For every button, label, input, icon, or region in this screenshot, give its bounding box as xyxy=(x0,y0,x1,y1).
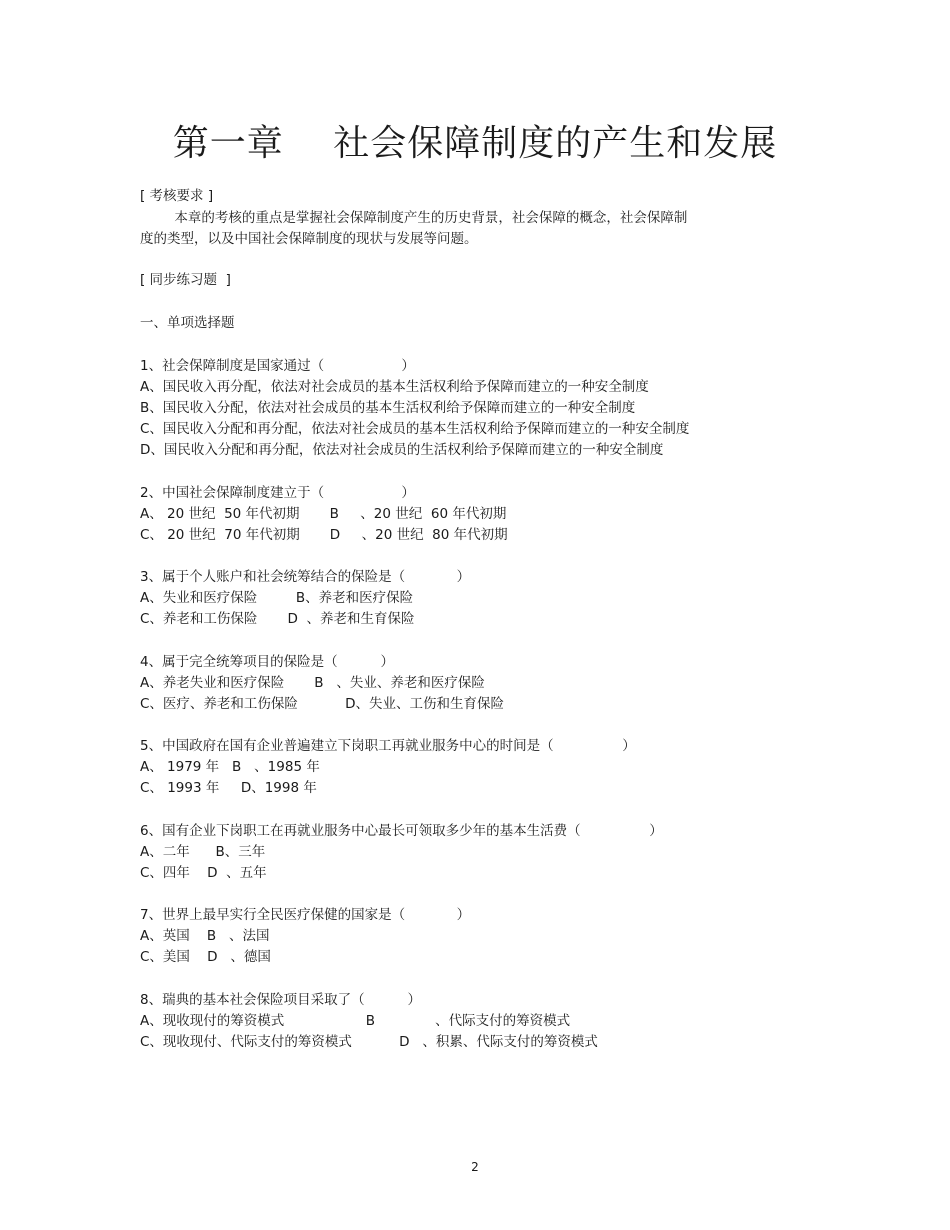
question-stem: 4、属于完全统筹项目的保险是（ ） xyxy=(140,654,395,670)
question-option: C、现收现付、代际支付的筹资模式 D 、积累、代际支付的筹资模式 xyxy=(140,1034,598,1050)
question-stem: 7、世界上最早实行全民医疗保健的国家是（ ） xyxy=(140,907,471,923)
requirements-text-line-2: 度的类型，以及中国社会保障制度的现状与发展等问题。 xyxy=(140,231,478,247)
question-stem: 8、瑞典的基本社会保险项目采取了（ ） xyxy=(140,992,422,1008)
question-option: A、现收现付的筹资模式 B 、代际支付的筹资模式 xyxy=(140,1013,571,1029)
question-option: A、养老失业和医疗保险 B 、失业、养老和医疗保险 xyxy=(140,675,485,691)
requirements-heading: [ 考核要求 ] xyxy=(140,188,214,204)
question-option: C、美国 D 、德国 xyxy=(140,949,271,965)
chapter-title: 第一章 社会保障制度的产生和发展 xyxy=(172,123,778,164)
question-stem: 2、中国社会保障制度建立于（ ） xyxy=(140,485,415,501)
question-option: C、医疗、养老和工伤保险 D、失业、工伤和生育保险 xyxy=(140,696,505,712)
question-stem: 5、中国政府在国有企业普遍建立下岗职工再就业服务中心的时间是（ ） xyxy=(140,738,636,754)
question-option: C、国民收入分配和再分配，依法对社会成员的基本生活权利给予保障而建立的一种安全制度 xyxy=(140,421,690,437)
question-option: C、 1993 年 D、1998 年 xyxy=(140,780,317,796)
question-option: A、英国 B 、法国 xyxy=(140,928,270,944)
question-stem: 1、社会保障制度是国家通过（ ） xyxy=(140,358,415,374)
section-heading: 一、单项选择题 xyxy=(140,315,235,331)
question-stem: 6、国有企业下岗职工在再就业服务中心最长可领取多少年的基本生活费（ ） xyxy=(140,823,663,839)
question-option: A、国民收入再分配，依法对社会成员的基本生活权利给予保障而建立的一种安全制度 xyxy=(140,379,649,395)
question-option: C、 20 世纪 70 年代初期 D 、20 世纪 80 年代初期 xyxy=(140,527,508,543)
requirements-text-line-1: 本章的考核的重点是掌握社会保障制度产生的历史背景，社会保障的概念，社会保障制 xyxy=(140,210,688,226)
practice-heading: [ 同步练习题 ] xyxy=(140,272,231,288)
question-option: C、四年 D 、五年 xyxy=(140,865,267,881)
question-option: B、国民收入分配，依法对社会成员的基本生活权利给予保障而建立的一种安全制度 xyxy=(140,400,636,416)
question-option: A、 20 世纪 50 年代初期 B 、20 世纪 60 年代初期 xyxy=(140,506,507,522)
question-option: A、 1979 年 B 、1985 年 xyxy=(140,759,320,775)
question-option: A、失业和医疗保险 B、养老和医疗保险 xyxy=(140,590,414,606)
question-option: C、养老和工伤保险 D 、养老和生育保险 xyxy=(140,611,415,627)
page-number: 2 xyxy=(471,1160,479,1174)
question-option: D、国民收入分配和再分配，依法对社会成员的生活权利给予保障而建立的一种安全制度 xyxy=(140,442,664,458)
question-option: A、二年 B、三年 xyxy=(140,844,266,860)
question-stem: 3、属于个人账户和社会统筹结合的保险是（ ） xyxy=(140,569,471,585)
